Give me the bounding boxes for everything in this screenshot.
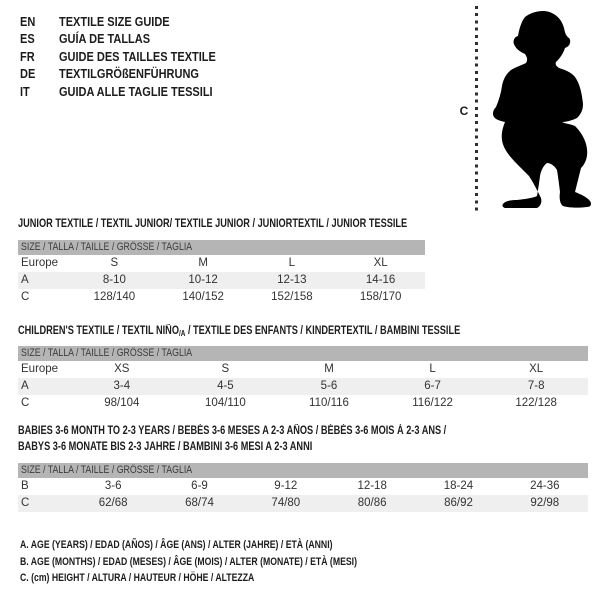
age-cell: 10-12 — [188, 274, 218, 286]
size-cell: M — [324, 363, 334, 375]
height-cell: 104/110 — [205, 397, 246, 409]
language-row-de — [20, 66, 237, 84]
age-cell: 6-9 — [191, 480, 208, 492]
language-code: FR — [20, 49, 35, 64]
children-title-subscript: /A — [178, 329, 186, 338]
language-row-en — [20, 13, 237, 31]
junior-section-title — [18, 216, 407, 232]
row-label: C — [21, 497, 30, 509]
age-cell: 8-10 — [102, 274, 126, 286]
age-cell: 9-12 — [274, 480, 298, 492]
row-label: B — [21, 480, 29, 492]
height-cell: 152/158 — [271, 291, 313, 303]
children-section-title — [18, 323, 460, 342]
row-label: C — [21, 291, 30, 303]
size-cell: L — [429, 363, 436, 375]
height-cell: 62/68 — [98, 497, 128, 509]
height-cell: 110/116 — [309, 397, 349, 409]
height-cell: 116/122 — [412, 397, 453, 409]
age-cell: 12-13 — [277, 274, 307, 286]
age-cell: 24-36 — [530, 480, 560, 492]
size-cell: S — [221, 363, 230, 375]
babies-size-table — [18, 463, 588, 512]
row-label: Europe — [21, 363, 59, 375]
height-cell: 80/86 — [357, 497, 387, 509]
table-row-age-years — [18, 378, 588, 395]
note-height-cm: C. (cm) HEIGHT / ALTURA / HAUTEUR / HÖHE / ALTEZZA — [20, 572, 255, 584]
language-code: EN — [20, 14, 36, 29]
height-cell: 74/80 — [271, 497, 301, 509]
row-label: A — [21, 380, 29, 392]
babies-title-line1: BABIES 3-6 MONTH TO 2-3 YEARS / BEBÉS 3-6 MESES A 2-3 AÑOS / BÉBÉS 3-6 MOIS À 2-3 ANS / — [18, 425, 447, 437]
age-cell: 3-6 — [104, 480, 122, 492]
table-row-europe — [18, 361, 588, 378]
note-age-years: A. AGE (YEARS) / EDAD (AÑOS) / ÂGE (ANS) / ALTER (JAHRE) / ETÀ (ANNI) — [20, 539, 333, 551]
children-size-table — [18, 346, 588, 412]
age-cell: 7-8 — [527, 380, 545, 392]
size-header-text: SIZE / TALLA / TAILLE / GRÖSSE / TAGLIA — [21, 347, 193, 359]
age-cell: 5-6 — [320, 380, 338, 392]
size-cell: XL — [373, 257, 388, 269]
size-cell: S — [110, 257, 119, 269]
height-cell: 92/98 — [530, 497, 560, 509]
height-cell: 158/170 — [359, 291, 402, 303]
row-label: Europe — [21, 257, 59, 269]
language-code: DE — [20, 67, 36, 82]
age-cell: 4-5 — [217, 380, 234, 392]
height-measure-dashed-line — [475, 6, 478, 212]
height-cell: 68/74 — [185, 497, 214, 509]
language-code: IT — [20, 84, 30, 99]
age-cell: 12-18 — [357, 480, 387, 492]
size-cell: M — [198, 257, 208, 269]
height-cell: 122/128 — [515, 397, 557, 409]
baby-height-figure — [450, 0, 600, 215]
age-cell: 6-7 — [424, 380, 441, 392]
size-header-text: SIZE / TALLA / TAILLE / GRÖSSE / TAGLIA — [21, 464, 193, 476]
guide-title-de: TEXTILGRÖßENFÜHRUNG — [59, 67, 199, 82]
height-measure-label: C — [459, 104, 469, 118]
language-code: ES — [20, 32, 35, 47]
guide-title-en: TEXTILE SIZE GUIDE — [59, 14, 170, 29]
table-row-age-months — [18, 478, 588, 495]
language-row-fr — [20, 48, 237, 66]
guide-title-es: GUÍA DE TALLAS — [59, 32, 151, 47]
guide-title-it: GUIDA ALLE TAGLIE TESSILI — [59, 84, 213, 99]
size-header-bar — [18, 240, 425, 255]
size-cell: XS — [114, 363, 130, 375]
language-row-it — [20, 83, 237, 101]
age-cell: 18-24 — [443, 480, 474, 492]
row-label: C — [21, 397, 30, 409]
babies-section-title — [18, 423, 446, 455]
junior-size-table — [18, 240, 425, 306]
size-cell: XL — [529, 363, 544, 375]
size-header-bar — [18, 346, 588, 361]
legend-notes — [20, 537, 447, 587]
babies-title-line2: BABYS 3-6 MONATE BIS 2-3 JAHRE / BAMBINI 3-6 MESI A 2-3 ANNI — [18, 441, 313, 453]
language-row-es — [20, 31, 237, 49]
age-cell: 3-4 — [113, 380, 131, 392]
language-title-list — [20, 13, 237, 101]
guide-title-fr: GUIDE DES TAILLES TEXTILE — [59, 49, 216, 64]
table-row-height-cm — [18, 395, 588, 412]
children-title-pre: CHILDREN'S TEXTILE / TEXTIL NIÑO — [18, 325, 179, 337]
note-age-months: B. AGE (MONTHS) / EDAD (MESES) / ÂGE (MOIS) / ALTER (MONATE) / ETÀ (MESI) — [20, 555, 357, 568]
junior-section-title-text: JUNIOR TEXTILE / TEXTIL JUNIOR/ TEXTILE JUNIOR / JUNIORTEXTIL / JUNIOR TESSILE — [18, 218, 408, 230]
height-cell: 140/152 — [182, 291, 224, 303]
size-header-text: SIZE / TALLA / TAILLE / GRÖSSE / TAGLIA — [21, 241, 193, 253]
baby-silhouette-icon — [488, 8, 600, 208]
age-cell: 14-16 — [365, 274, 396, 286]
table-row-height-cm — [18, 289, 425, 306]
size-header-bar — [18, 463, 588, 478]
size-cell: L — [288, 257, 296, 269]
table-row-europe — [18, 255, 425, 272]
table-row-height-cm — [18, 495, 588, 512]
height-cell: 86/92 — [444, 497, 473, 509]
height-cell: 128/140 — [93, 291, 136, 303]
height-cell: 98/104 — [104, 397, 140, 409]
table-row-age-years — [18, 272, 425, 289]
row-label: A — [21, 274, 29, 286]
children-title-post: / TEXTILE DES ENFANTS / KINDERTEXTIL / BAMBINI TESSILE — [185, 325, 461, 337]
